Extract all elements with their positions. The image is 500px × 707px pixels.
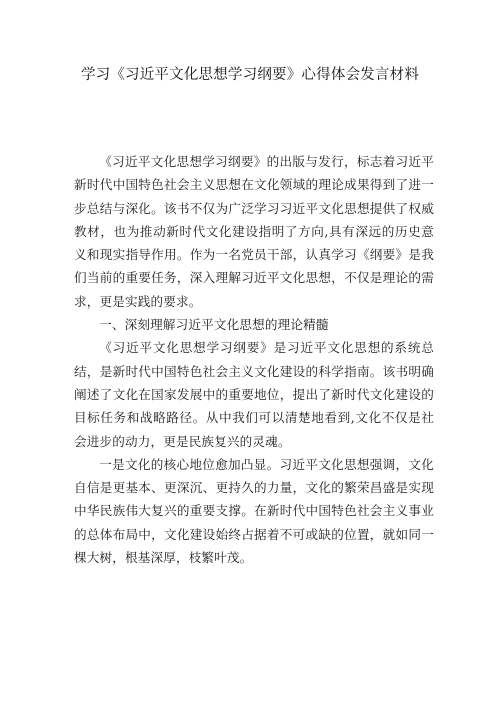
document-body	[74, 150, 434, 569]
paragraph-intro: 《习近平文化思想学习纲要》的出版与发行，标志着习近平新时代中国特色社会主义思想在文化领域的理论成果得到了进一步总结与深化。该书不仅为广泛学习习近平文化思想提供了权威教材，也为推动新时代文化建设指明了方向,具有深远的历史意义和现实指导作用。作为一名党员干部，认真学习《纲要》是我们当前的重要任务，深入理解习近平文化思想，不仅是理论的需求，更是实践的要求。	[74, 154, 434, 309]
paragraph-section-1-intro: 《习近平文化思想学习纲要》是习近平文化思想的系统总结，是新时代中国特色社会主义文化建设的科学指南。该书明确阐述了文化在国家发展中的重要地位，提出了新时代文化建设的目标任务和战略路径。从中我们可以清楚地看到,文化不仅是社会进步的动力，更是民族复兴的灵魂。	[74, 340, 434, 449]
section-heading-1: 一、深刻理解习近平文化思想的理论精髓	[99, 317, 329, 333]
paragraph-point-1: 一是文化的核心地位愈加凸显。习近平文化思想强调，文化自信是更基本、更深沉、更持久的力量，文化的繁荣昌盛是实现中华民族伟大复兴的重要支撑。在新时代中国特色社会主义事业的总体布局中，文化建设始终占据着不可或缺的位置，就如同一棵大树，根基深厚，枝繁叶茂。	[74, 456, 434, 566]
document-title: 学习《习近平文化思想学习纲要》心得体会发言材料	[80, 67, 420, 83]
